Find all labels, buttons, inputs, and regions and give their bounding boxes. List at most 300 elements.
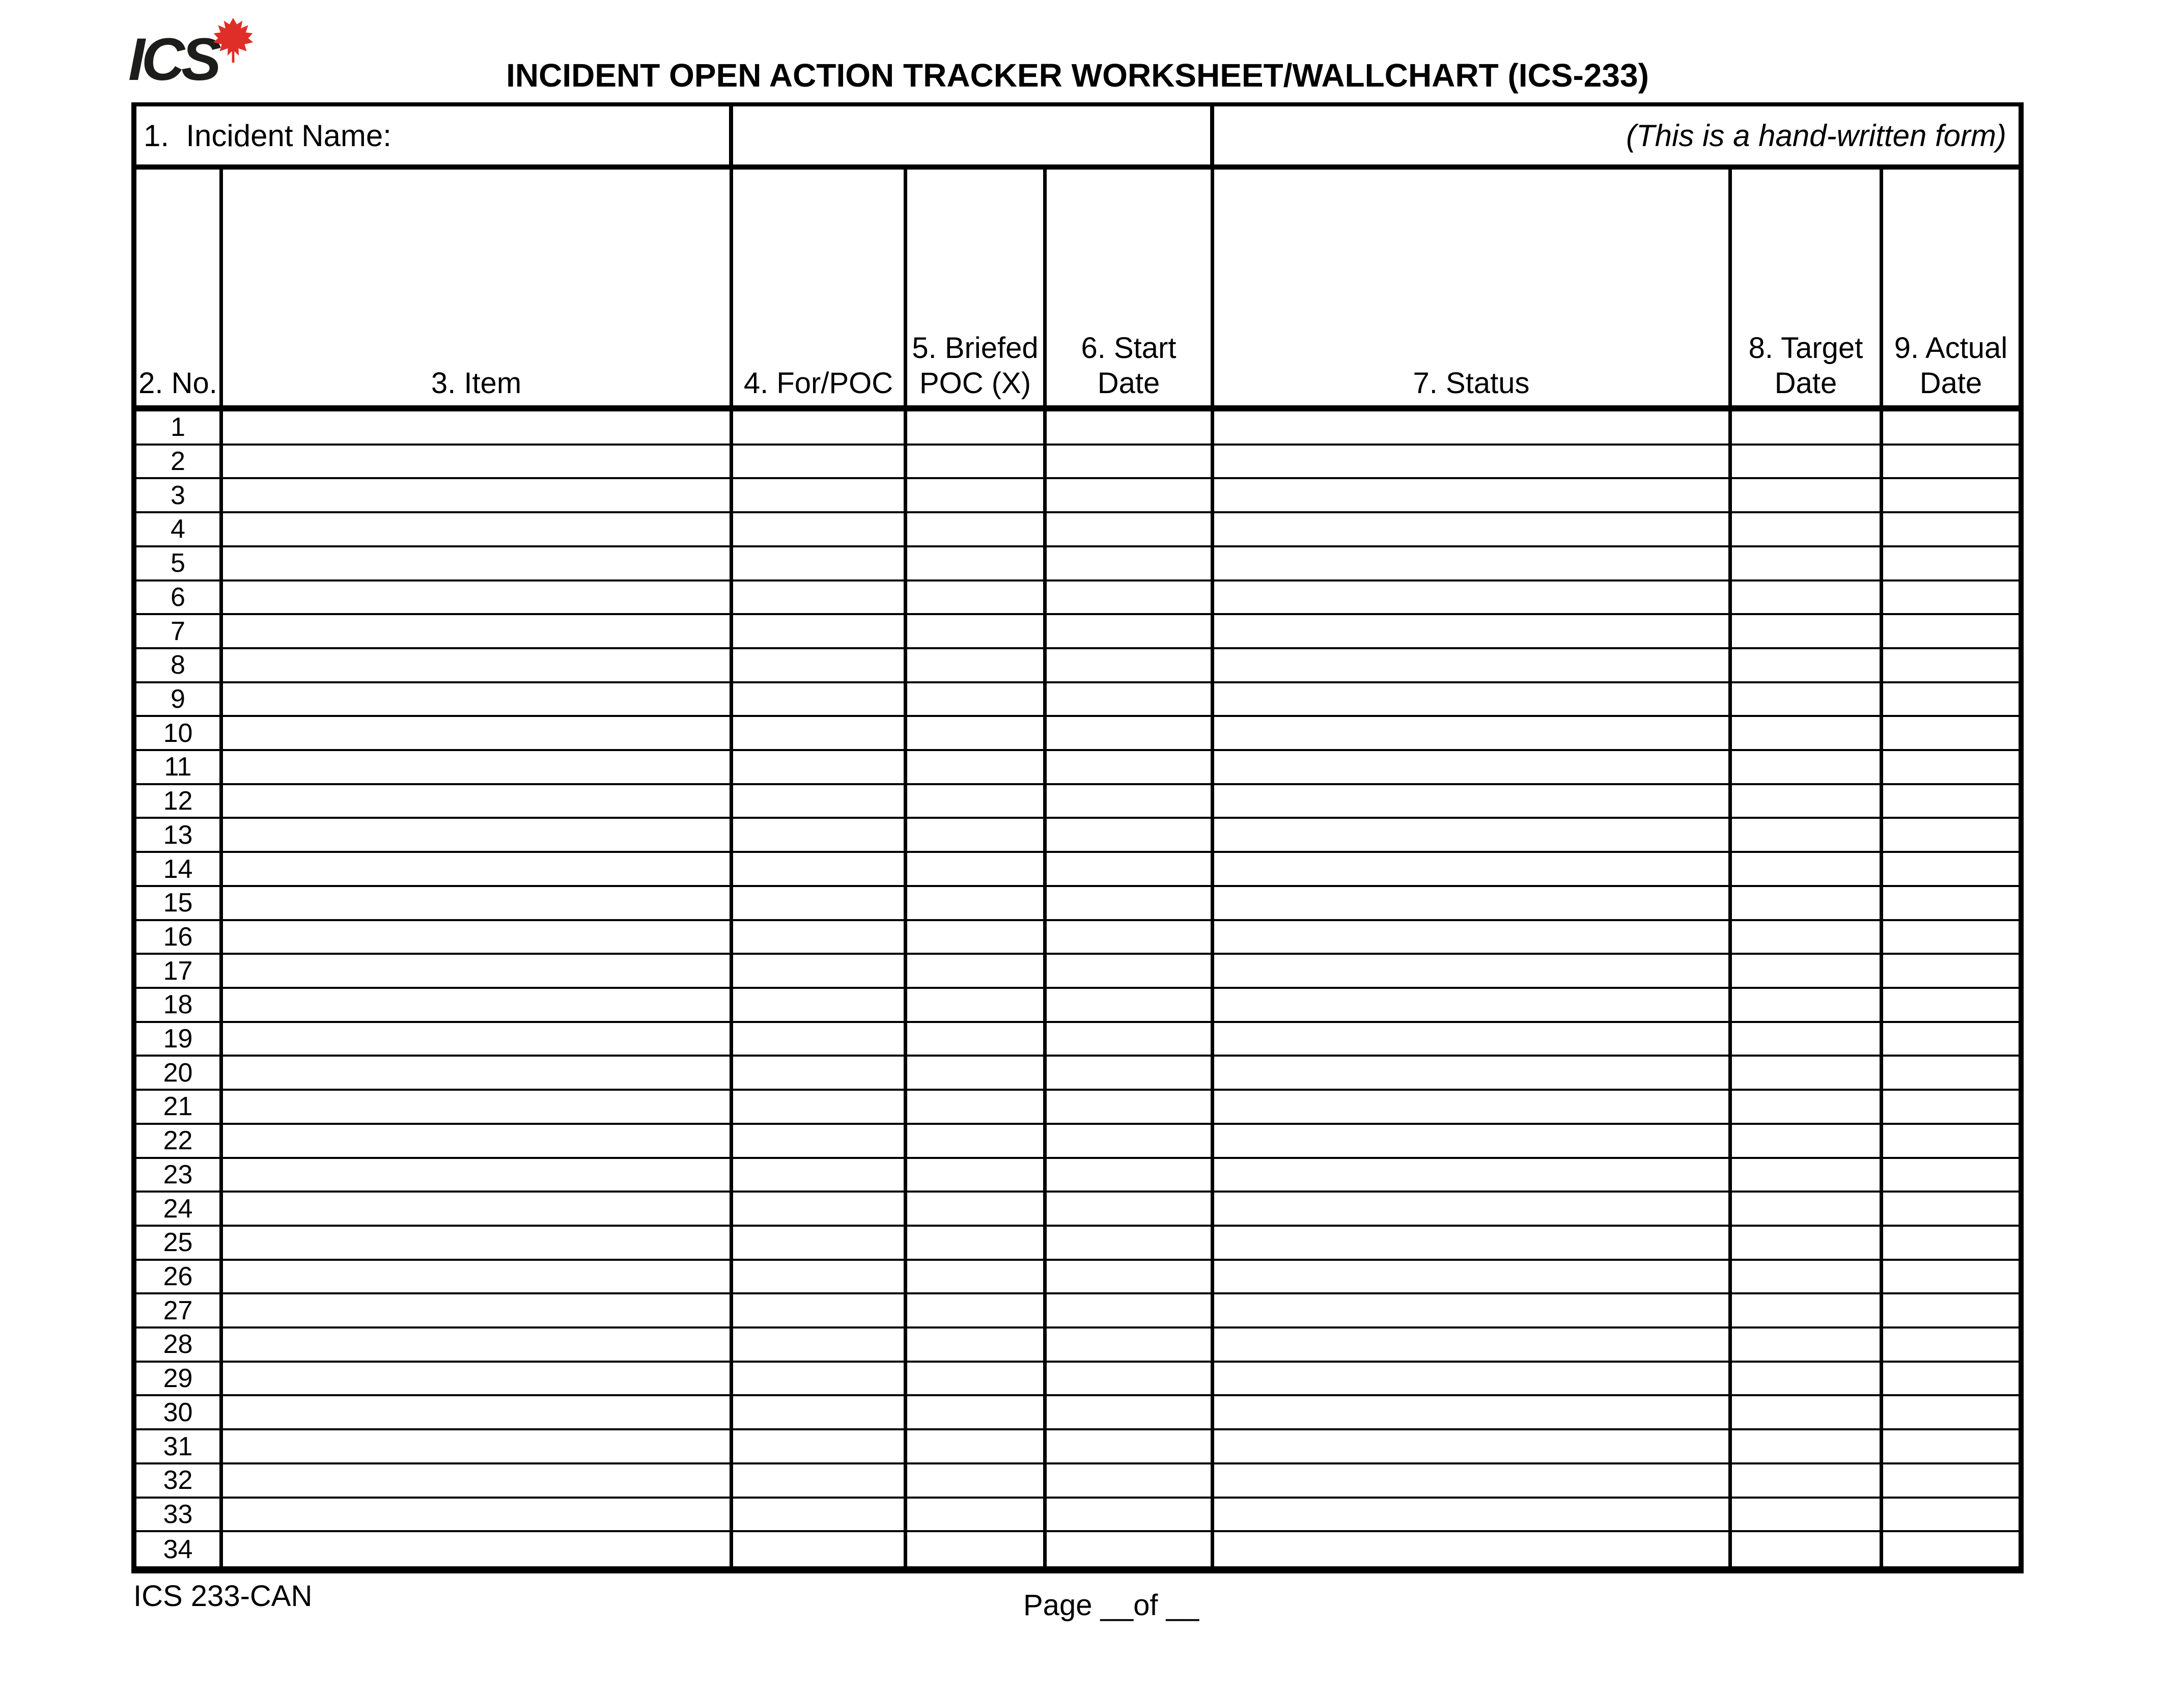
status-cell[interactable] xyxy=(1214,547,1732,579)
for-poc-cell[interactable] xyxy=(733,751,907,783)
briefed-poc-cell[interactable] xyxy=(907,615,1047,647)
actual-date-cell[interactable] xyxy=(1883,921,2019,953)
maple-leaf-path xyxy=(213,18,253,63)
row-number-cell: 12 xyxy=(136,785,223,817)
start-date-cell[interactable] xyxy=(1047,819,1214,851)
for-poc-cell[interactable] xyxy=(733,683,907,715)
incident-name-field[interactable] xyxy=(733,106,1214,164)
target-date-cell[interactable] xyxy=(1732,921,1883,953)
row-number-cell: 4 xyxy=(136,513,223,545)
maple-leaf-icon xyxy=(213,17,254,65)
target-date-cell[interactable] xyxy=(1732,683,1883,715)
row-number-cell: 3 xyxy=(136,479,223,511)
actual-date-cell[interactable] xyxy=(1883,1329,2019,1361)
target-date-cell[interactable] xyxy=(1732,955,1883,987)
briefed-poc-cell[interactable] xyxy=(907,547,1047,579)
table-row xyxy=(136,1329,2019,1363)
briefed-poc-cell[interactable] xyxy=(907,1023,1047,1055)
start-date-cell[interactable] xyxy=(1047,1430,1214,1462)
actual-date-cell[interactable] xyxy=(1883,1091,2019,1123)
start-date-cell[interactable] xyxy=(1047,615,1214,647)
start-date-cell[interactable] xyxy=(1047,1464,1214,1497)
target-date-cell[interactable] xyxy=(1732,1023,1883,1055)
table-row xyxy=(136,1464,2019,1499)
item-cell[interactable] xyxy=(223,1430,733,1462)
status-cell[interactable] xyxy=(1214,683,1732,715)
start-date-cell[interactable] xyxy=(1047,1396,1214,1428)
for-poc-cell[interactable] xyxy=(733,887,907,919)
briefed-poc-cell[interactable] xyxy=(907,853,1047,885)
actual-date-cell[interactable] xyxy=(1883,513,2019,545)
target-date-cell[interactable] xyxy=(1732,1057,1883,1089)
start-date-cell[interactable] xyxy=(1047,1057,1214,1089)
for-poc-cell[interactable] xyxy=(733,1430,907,1462)
table-row xyxy=(136,1057,2019,1091)
target-date-cell[interactable] xyxy=(1732,717,1883,749)
item-cell[interactable] xyxy=(223,1125,733,1157)
for-poc-cell[interactable] xyxy=(733,1159,907,1191)
target-date-cell[interactable] xyxy=(1732,1261,1883,1293)
actual-date-cell[interactable] xyxy=(1883,1363,2019,1395)
for-poc-cell[interactable] xyxy=(733,411,907,444)
status-cell[interactable] xyxy=(1214,1193,1732,1225)
col-header-start-date xyxy=(1047,170,1214,405)
briefed-poc-cell[interactable] xyxy=(907,1464,1047,1497)
target-date-cell[interactable] xyxy=(1732,1125,1883,1157)
row-number-cell: 14 xyxy=(136,853,223,885)
item-cell[interactable] xyxy=(223,1499,733,1531)
status-cell[interactable] xyxy=(1214,1363,1732,1395)
incident-name-label: 1. Incident Name: xyxy=(136,106,733,164)
target-date-cell[interactable] xyxy=(1732,1294,1883,1326)
status-cell[interactable] xyxy=(1214,479,1732,511)
item-cell[interactable] xyxy=(223,615,733,647)
briefed-poc-cell[interactable] xyxy=(907,1091,1047,1123)
status-cell[interactable] xyxy=(1214,751,1732,783)
item-cell[interactable] xyxy=(223,513,733,545)
table-row xyxy=(136,1430,2019,1464)
start-date-cell[interactable] xyxy=(1047,921,1214,953)
start-date-cell[interactable] xyxy=(1047,547,1214,579)
item-cell[interactable] xyxy=(223,785,733,817)
actual-date-cell[interactable] xyxy=(1883,1499,2019,1531)
table-row xyxy=(136,1294,2019,1329)
status-cell[interactable] xyxy=(1214,853,1732,885)
for-poc-cell[interactable] xyxy=(733,582,907,614)
status-cell[interactable] xyxy=(1214,615,1732,647)
target-date-cell[interactable] xyxy=(1732,1329,1883,1361)
start-date-cell[interactable] xyxy=(1047,479,1214,511)
item-cell[interactable] xyxy=(223,887,733,919)
actual-date-cell[interactable] xyxy=(1883,1464,2019,1497)
actual-date-cell[interactable] xyxy=(1883,582,2019,614)
for-poc-cell[interactable] xyxy=(733,649,907,681)
item-cell[interactable] xyxy=(223,1159,733,1191)
start-date-cell[interactable] xyxy=(1047,751,1214,783)
for-poc-cell[interactable] xyxy=(733,1125,907,1157)
briefed-poc-cell[interactable] xyxy=(907,785,1047,817)
status-cell[interactable] xyxy=(1214,1023,1732,1055)
target-date-cell[interactable] xyxy=(1732,1499,1883,1531)
status-cell[interactable] xyxy=(1214,1532,1732,1566)
briefed-poc-cell[interactable] xyxy=(907,479,1047,511)
row-number-cell: 29 xyxy=(136,1363,223,1395)
actual-date-cell[interactable] xyxy=(1883,887,2019,919)
form-id: ICS 233-CAN xyxy=(133,1580,313,1613)
actual-date-cell[interactable] xyxy=(1883,1023,2019,1055)
row-number-cell: 16 xyxy=(136,921,223,953)
actual-date-cell[interactable] xyxy=(1883,1159,2019,1191)
target-date-cell[interactable] xyxy=(1732,1396,1883,1428)
table-row xyxy=(136,921,2019,955)
table-row xyxy=(136,853,2019,887)
col-header-briefed-poc-line2: POC (X) xyxy=(919,367,1031,400)
target-date-cell[interactable] xyxy=(1732,1227,1883,1259)
table-row xyxy=(136,615,2019,649)
start-date-cell[interactable] xyxy=(1047,1227,1214,1259)
target-date-cell[interactable] xyxy=(1732,1159,1883,1191)
status-cell[interactable] xyxy=(1214,1159,1732,1191)
target-date-cell[interactable] xyxy=(1732,1464,1883,1497)
briefed-poc-cell[interactable] xyxy=(907,683,1047,715)
for-poc-cell[interactable] xyxy=(733,1227,907,1259)
actual-date-cell[interactable] xyxy=(1883,989,2019,1021)
for-poc-cell[interactable] xyxy=(733,547,907,579)
briefed-poc-cell[interactable] xyxy=(907,1499,1047,1531)
table-row xyxy=(136,887,2019,921)
start-date-cell[interactable] xyxy=(1047,1091,1214,1123)
start-date-cell[interactable] xyxy=(1047,989,1214,1021)
item-cell[interactable] xyxy=(223,1261,733,1293)
row-number-cell: 19 xyxy=(136,1023,223,1055)
for-poc-cell[interactable] xyxy=(733,921,907,953)
row-number-cell: 15 xyxy=(136,887,223,919)
row-number-cell: 20 xyxy=(136,1057,223,1089)
item-cell[interactable] xyxy=(223,411,733,444)
briefed-poc-cell[interactable] xyxy=(907,751,1047,783)
item-cell[interactable] xyxy=(223,1396,733,1428)
status-cell[interactable] xyxy=(1214,582,1732,614)
row-number-cell: 27 xyxy=(136,1294,223,1326)
item-cell[interactable] xyxy=(223,649,733,681)
row-number-cell: 1 xyxy=(136,411,223,444)
briefed-poc-cell[interactable] xyxy=(907,1193,1047,1225)
start-date-cell[interactable] xyxy=(1047,683,1214,715)
table-row xyxy=(136,683,2019,717)
row-number-cell: 5 xyxy=(136,547,223,579)
col-header-status: 7. Status xyxy=(1214,170,1732,405)
item-cell[interactable] xyxy=(223,1464,733,1497)
actual-date-cell[interactable] xyxy=(1883,446,2019,478)
target-date-cell[interactable] xyxy=(1732,853,1883,885)
actual-date-cell[interactable] xyxy=(1883,479,2019,511)
target-date-cell[interactable] xyxy=(1732,1430,1883,1462)
for-poc-cell[interactable] xyxy=(733,1294,907,1326)
actual-date-cell[interactable] xyxy=(1883,1532,2019,1566)
item-cell[interactable] xyxy=(223,582,733,614)
actual-date-cell[interactable] xyxy=(1883,683,2019,715)
actual-date-cell[interactable] xyxy=(1883,1057,2019,1089)
item-cell[interactable] xyxy=(223,989,733,1021)
row-number-cell: 6 xyxy=(136,582,223,614)
status-cell[interactable] xyxy=(1214,1294,1732,1326)
item-cell[interactable] xyxy=(223,1023,733,1055)
target-date-cell[interactable] xyxy=(1732,411,1883,444)
table-row xyxy=(136,446,2019,480)
status-cell[interactable] xyxy=(1214,411,1732,444)
actual-date-cell[interactable] xyxy=(1883,955,2019,987)
table-row xyxy=(136,582,2019,616)
for-poc-cell[interactable] xyxy=(733,1261,907,1293)
col-header-target-date-line1: 8. Target xyxy=(1748,331,1863,365)
target-date-cell[interactable] xyxy=(1732,446,1883,478)
actual-date-cell[interactable] xyxy=(1883,1227,2019,1259)
briefed-poc-cell[interactable] xyxy=(907,1363,1047,1395)
row-number-cell: 17 xyxy=(136,955,223,987)
briefed-poc-cell[interactable] xyxy=(907,513,1047,545)
row-number-cell: 30 xyxy=(136,1396,223,1428)
briefed-poc-cell[interactable] xyxy=(907,955,1047,987)
briefed-poc-cell[interactable] xyxy=(907,1294,1047,1326)
item-cell[interactable] xyxy=(223,1363,733,1395)
for-poc-cell[interactable] xyxy=(733,1532,907,1566)
table-row xyxy=(136,1363,2019,1397)
actual-date-cell[interactable] xyxy=(1883,853,2019,885)
item-cell[interactable] xyxy=(223,1227,733,1259)
start-date-cell[interactable] xyxy=(1047,1329,1214,1361)
start-date-cell[interactable] xyxy=(1047,1294,1214,1326)
briefed-poc-cell[interactable] xyxy=(907,1329,1047,1361)
row-number-cell: 23 xyxy=(136,1159,223,1191)
target-date-cell[interactable] xyxy=(1732,1532,1883,1566)
actual-date-cell[interactable] xyxy=(1883,547,2019,579)
for-poc-cell[interactable] xyxy=(733,1396,907,1428)
item-cell[interactable] xyxy=(223,547,733,579)
item-cell[interactable] xyxy=(223,683,733,715)
start-date-cell[interactable] xyxy=(1047,853,1214,885)
col-header-actual-date-line2: Date xyxy=(1919,367,1982,400)
col-header-item: 3. Item xyxy=(223,170,733,405)
item-cell[interactable] xyxy=(223,819,733,851)
target-date-cell[interactable] xyxy=(1732,1091,1883,1123)
briefed-poc-cell[interactable] xyxy=(907,1057,1047,1089)
for-poc-cell[interactable] xyxy=(733,1091,907,1123)
table-row xyxy=(136,717,2019,751)
row-number-cell: 2 xyxy=(136,446,223,478)
briefed-poc-cell[interactable] xyxy=(907,1532,1047,1566)
for-poc-cell[interactable] xyxy=(733,1193,907,1225)
actual-date-cell[interactable] xyxy=(1883,1261,2019,1293)
status-cell[interactable] xyxy=(1214,1430,1732,1462)
for-poc-cell[interactable] xyxy=(733,1464,907,1497)
start-date-cell[interactable] xyxy=(1047,1499,1214,1531)
briefed-poc-cell[interactable] xyxy=(907,989,1047,1021)
item-cell[interactable] xyxy=(223,1294,733,1326)
page-title: INCIDENT OPEN ACTION TRACKER WORKSHEET/WALLCHART (ICS-233) xyxy=(506,57,1649,94)
for-poc-cell[interactable] xyxy=(733,1499,907,1531)
row-number-cell: 28 xyxy=(136,1329,223,1361)
item-cell[interactable] xyxy=(223,1329,733,1361)
briefed-poc-cell[interactable] xyxy=(907,1430,1047,1462)
start-date-cell[interactable] xyxy=(1047,582,1214,614)
status-cell[interactable] xyxy=(1214,785,1732,817)
target-date-cell[interactable] xyxy=(1732,479,1883,511)
actual-date-cell[interactable] xyxy=(1883,411,2019,444)
actual-date-cell[interactable] xyxy=(1883,649,2019,681)
for-poc-cell[interactable] xyxy=(733,1329,907,1361)
status-cell[interactable] xyxy=(1214,955,1732,987)
table-row xyxy=(136,1396,2019,1430)
briefed-poc-cell[interactable] xyxy=(907,446,1047,478)
for-poc-cell[interactable] xyxy=(733,853,907,885)
for-poc-cell[interactable] xyxy=(733,989,907,1021)
start-date-cell[interactable] xyxy=(1047,1532,1214,1566)
item-cell[interactable] xyxy=(223,1193,733,1225)
col-header-briefed-poc xyxy=(907,170,1047,405)
status-cell[interactable] xyxy=(1214,1057,1732,1089)
item-cell[interactable] xyxy=(223,853,733,885)
status-cell[interactable] xyxy=(1214,717,1732,749)
item-cell[interactable] xyxy=(223,751,733,783)
target-date-cell[interactable] xyxy=(1732,547,1883,579)
status-cell[interactable] xyxy=(1214,1091,1732,1123)
status-cell[interactable] xyxy=(1214,921,1732,953)
for-poc-cell[interactable] xyxy=(733,955,907,987)
briefed-poc-cell[interactable] xyxy=(907,649,1047,681)
target-date-cell[interactable] xyxy=(1732,582,1883,614)
for-poc-cell[interactable] xyxy=(733,717,907,749)
status-cell[interactable] xyxy=(1214,1329,1732,1361)
row-number-cell: 33 xyxy=(136,1499,223,1531)
for-poc-cell[interactable] xyxy=(733,615,907,647)
status-cell[interactable] xyxy=(1214,1261,1732,1293)
for-poc-cell[interactable] xyxy=(733,479,907,511)
row-number-cell: 13 xyxy=(136,819,223,851)
status-cell[interactable] xyxy=(1214,446,1732,478)
actual-date-cell[interactable] xyxy=(1883,751,2019,783)
item-cell[interactable] xyxy=(223,717,733,749)
target-date-cell[interactable] xyxy=(1732,887,1883,919)
actual-date-cell[interactable] xyxy=(1883,615,2019,647)
actual-date-cell[interactable] xyxy=(1883,1430,2019,1462)
start-date-cell[interactable] xyxy=(1047,1363,1214,1395)
start-date-cell[interactable] xyxy=(1047,785,1214,817)
for-poc-cell[interactable] xyxy=(733,1057,907,1089)
briefed-poc-cell[interactable] xyxy=(907,887,1047,919)
briefed-poc-cell[interactable] xyxy=(907,582,1047,614)
for-poc-cell[interactable] xyxy=(733,819,907,851)
actual-date-cell[interactable] xyxy=(1883,717,2019,749)
start-date-cell[interactable] xyxy=(1047,1261,1214,1293)
target-date-cell[interactable] xyxy=(1732,785,1883,817)
start-date-cell[interactable] xyxy=(1047,1125,1214,1157)
start-date-cell[interactable] xyxy=(1047,513,1214,545)
table-row xyxy=(136,1499,2019,1533)
for-poc-cell[interactable] xyxy=(733,1363,907,1395)
item-cell[interactable] xyxy=(223,1091,733,1123)
item-cell[interactable] xyxy=(223,1057,733,1089)
target-date-cell[interactable] xyxy=(1732,1363,1883,1395)
item-cell[interactable] xyxy=(223,955,733,987)
col-header-actual-date-line1: 9. Actual xyxy=(1894,331,2008,365)
ics-logo: ICS xyxy=(128,26,218,93)
start-date-cell[interactable] xyxy=(1047,411,1214,444)
row-number-cell: 32 xyxy=(136,1464,223,1497)
target-date-cell[interactable] xyxy=(1732,649,1883,681)
start-date-cell[interactable] xyxy=(1047,955,1214,987)
start-date-cell[interactable] xyxy=(1047,717,1214,749)
actual-date-cell[interactable] xyxy=(1883,1125,2019,1157)
table-row xyxy=(136,989,2019,1023)
row-number-cell: 7 xyxy=(136,615,223,647)
start-date-cell[interactable] xyxy=(1047,649,1214,681)
actual-date-cell[interactable] xyxy=(1883,1193,2019,1225)
status-cell[interactable] xyxy=(1214,649,1732,681)
table-row xyxy=(136,1193,2019,1227)
actual-date-cell[interactable] xyxy=(1883,785,2019,817)
target-date-cell[interactable] xyxy=(1732,989,1883,1021)
briefed-poc-cell[interactable] xyxy=(907,411,1047,444)
status-cell[interactable] xyxy=(1214,1396,1732,1428)
item-cell[interactable] xyxy=(223,1532,733,1566)
for-poc-cell[interactable] xyxy=(733,1023,907,1055)
briefed-poc-cell[interactable] xyxy=(907,717,1047,749)
status-cell[interactable] xyxy=(1214,989,1732,1021)
status-cell[interactable] xyxy=(1214,819,1732,851)
for-poc-cell[interactable] xyxy=(733,446,907,478)
col-header-briefed-poc-line1: 5. Briefed xyxy=(912,331,1039,365)
status-cell[interactable] xyxy=(1214,1227,1732,1259)
status-cell[interactable] xyxy=(1214,1464,1732,1497)
status-cell[interactable] xyxy=(1214,513,1732,545)
for-poc-cell[interactable] xyxy=(733,513,907,545)
for-poc-cell[interactable] xyxy=(733,785,907,817)
status-cell[interactable] xyxy=(1214,1499,1732,1531)
target-date-cell[interactable] xyxy=(1732,751,1883,783)
briefed-poc-cell[interactable] xyxy=(907,819,1047,851)
start-date-cell[interactable] xyxy=(1047,887,1214,919)
item-cell[interactable] xyxy=(223,921,733,953)
briefed-poc-cell[interactable] xyxy=(907,1396,1047,1428)
start-date-cell[interactable] xyxy=(1047,446,1214,478)
item-cell[interactable] xyxy=(223,446,733,478)
status-cell[interactable] xyxy=(1214,887,1732,919)
table-row xyxy=(136,751,2019,785)
handwritten-form-note: (This is a hand-written form) xyxy=(1626,118,2006,153)
start-date-cell[interactable] xyxy=(1047,1159,1214,1191)
row-number-cell: 25 xyxy=(136,1227,223,1259)
target-date-cell[interactable] xyxy=(1732,1193,1883,1225)
actual-date-cell[interactable] xyxy=(1883,1294,2019,1326)
briefed-poc-cell[interactable] xyxy=(907,921,1047,953)
start-date-cell[interactable] xyxy=(1047,1023,1214,1055)
status-cell[interactable] xyxy=(1214,1125,1732,1157)
item-cell[interactable] xyxy=(223,479,733,511)
actual-date-cell[interactable] xyxy=(1883,819,2019,851)
briefed-poc-cell[interactable] xyxy=(907,1125,1047,1157)
briefed-poc-cell[interactable] xyxy=(907,1227,1047,1259)
table-row xyxy=(136,513,2019,547)
actual-date-cell[interactable] xyxy=(1883,1396,2019,1428)
target-date-cell[interactable] xyxy=(1732,615,1883,647)
target-date-cell[interactable] xyxy=(1732,513,1883,545)
briefed-poc-cell[interactable] xyxy=(907,1159,1047,1191)
briefed-poc-cell[interactable] xyxy=(907,1261,1047,1293)
target-date-cell[interactable] xyxy=(1732,819,1883,851)
table-row xyxy=(136,411,2019,446)
row-number-cell: 26 xyxy=(136,1261,223,1293)
start-date-cell[interactable] xyxy=(1047,1193,1214,1225)
